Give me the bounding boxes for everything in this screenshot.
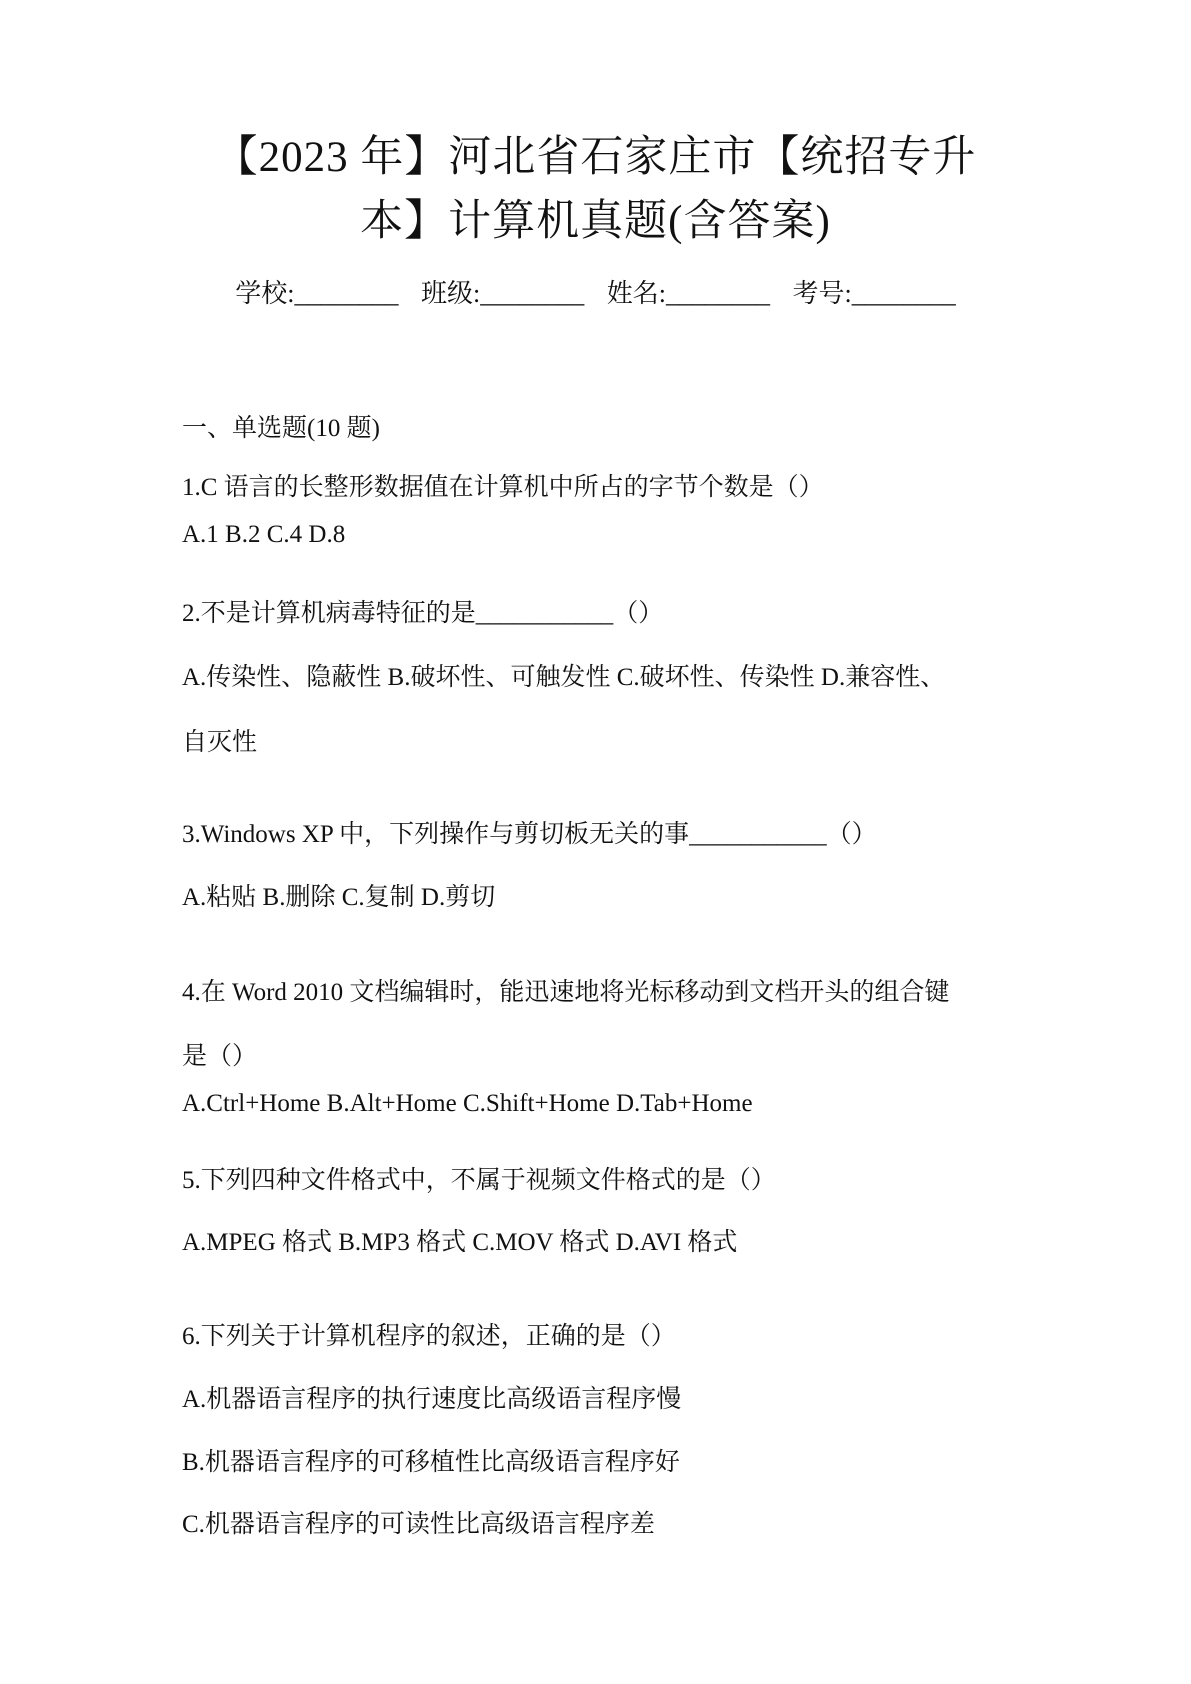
question-1-stem: 1.C 语言的长整形数据值在计算机中所占的字节个数是（） [182,474,824,501]
question-3-options: A.粘贴 B.删除 C.复制 D.剪切 [182,884,496,911]
question-2-options: A.传染性、隐蔽性 B.破坏性、可触发性 C.破坏性、传染性 D.兼容性、 [182,664,946,691]
name-field: 姓名:________ [606,279,770,308]
document-title-line-1: 【2023 年】河北省石家庄市【统招专升 [214,134,977,181]
student-info-row [0,277,1191,311]
class-field: 班级:________ [421,279,585,308]
exam-number-field: 考号:________ [792,279,956,308]
section-heading: 一、单选题(10 题) [182,415,380,442]
question-4-stem: 4.在 Word 2010 文档编辑时，能迅速地将光标移动到文档开头的组合键 [182,979,950,1006]
question-6-option-b: B.机器语言程序的可移植性比高级语言程序好 [182,1449,680,1476]
question-4-options: A.Ctrl+Home B.Alt+Home C.Shift+Home D.Tab+Home [182,1090,753,1117]
question-1-options: A.1 B.2 C.4 D.8 [182,521,346,548]
document-title-line-2: 本】计算机真题(含答案) [360,198,831,245]
question-4-stem-cont: 是（） [182,1043,258,1070]
question-5-options: A.MPEG 格式 B.MP3 格式 C.MOV 格式 D.AVI 格式 [182,1229,738,1256]
school-field: 学校:________ [235,279,399,308]
question-6-option-c: C.机器语言程序的可读性比高级语言程序差 [182,1511,655,1538]
question-6-stem: 6.下列关于计算机程序的叙述，正确的是（） [182,1323,676,1350]
question-2-options-cont: 自灭性 [182,729,258,756]
question-5-stem: 5.下列四种文件格式中，不属于视频文件格式的是（） [182,1167,776,1194]
question-6-option-a: A.机器语言程序的执行速度比高级语言程序慢 [182,1386,682,1413]
question-3-stem: 3.Windows XP 中，下列操作与剪切板无关的事___________（） [182,821,877,848]
question-2-stem: 2.不是计算机病毒特征的是___________（） [182,600,664,627]
